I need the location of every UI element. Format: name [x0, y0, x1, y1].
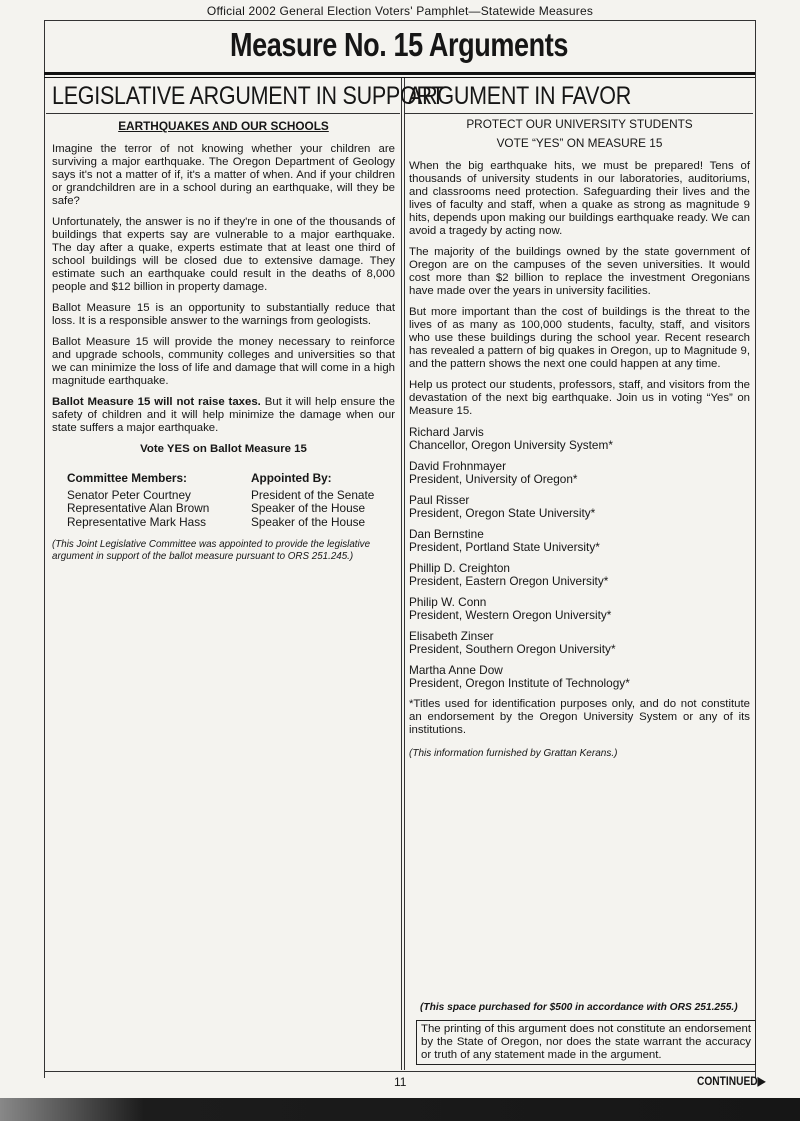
committee-header: Committee Members: — [67, 471, 187, 485]
titles-footnote: *Titles used for identification purposes only, and do not constitute an endorsement by the Oregon University System or any of its institutions. — [409, 698, 750, 736]
appointer: Speaker of the House — [251, 501, 366, 515]
signer-name: Dan Bernstine — [409, 527, 484, 541]
left-column — [52, 120, 395, 562]
signer-name: Philip W. Conn — [409, 595, 487, 609]
legislative-note: (This Joint Legislative Committee was appointed to provide the legislative argument in support of the ballot measure pursuant to ORS 251.245.) — [52, 539, 371, 562]
title-rule-thin — [44, 77, 755, 78]
column-divider-inner — [404, 78, 405, 1070]
vote-yes-line: Vote YES on Ballot Measure 15 — [140, 443, 307, 455]
signer-title: President, Western Oregon University* — [409, 608, 612, 622]
page-number: 11 — [394, 1075, 407, 1089]
signer — [409, 664, 750, 690]
signer-name: Elisabeth Zinser — [409, 629, 494, 643]
bold-lead-rest: But it will help ensure the safety of children and it will help minimize the damage when our state suffers a major earthquake. — [52, 396, 395, 434]
signer — [409, 562, 750, 588]
signer-name: Phillip D. Creighton — [409, 561, 510, 575]
left-paragraph: Ballot Measure 15 will provide the money necessary to reinforce and upgrade schools, community colleges and universities so that we can minimize the loss of life and damage that will come in a high magnitude earthquake. — [52, 336, 395, 387]
signer-title: Chancellor, Oregon University System* — [409, 438, 613, 452]
furnished-note: (This information furnished by Grattan Kerans.) — [409, 748, 618, 759]
right-paragraph: The majority of the buildings owned by the state government of Oregon are on the campuses of the seven universities. It would cost more than $2 billion to replace the investment Oregonians have made over the years in university facilities. — [409, 246, 750, 297]
left-paragraph: Ballot Measure 15 is an opportunity to substantially reduce that loss. It is a responsible answer to the warnings from geologists. — [52, 302, 395, 327]
left-paragraph-bold-lead — [52, 396, 395, 435]
left-paragraph: Imagine the terror of not knowing whether your children are surviving a major earthquake. The Oregon Department of Geology says it's not a matter of if, it's a matter of when. And if your children or grandchildren are in a school during an earthquake, will they be safe? — [52, 143, 395, 207]
right-column — [409, 118, 750, 760]
signer-title: President, Oregon State University* — [409, 506, 596, 520]
appointer: President of the Senate — [251, 487, 375, 502]
signer — [409, 426, 750, 452]
signer-title: President, University of Oregon* — [409, 472, 578, 486]
committee-table — [67, 472, 395, 529]
signer — [409, 596, 750, 622]
right-subheading-2: VOTE “YES” ON MEASURE 15 — [496, 136, 663, 150]
committee-member: Representative Mark Hass — [67, 514, 206, 529]
committee-members-column — [67, 472, 251, 529]
footer-rule — [44, 1071, 755, 1072]
signer-name: Richard Jarvis — [409, 425, 484, 439]
appointed-by-column — [251, 472, 374, 529]
signer — [409, 630, 750, 656]
signer-title: President, Portland State University* — [409, 540, 600, 554]
signer-name: David Frohnmayer — [409, 459, 507, 473]
signer-name: Paul Risser — [409, 493, 470, 507]
title-rule-thick — [44, 72, 755, 75]
arrow-right-icon: ▶ — [757, 1074, 766, 1088]
right-paragraph: Help us protect our students, professors, staff, and visitors from the devastation of the next big earthquake. Join us in voting “Yes” on Measure 15. — [409, 379, 750, 417]
appointed-header: Appointed By: — [251, 471, 332, 485]
page-title: Measure No. 15 Arguments — [229, 26, 569, 63]
appointer: Speaker of the House — [251, 514, 366, 529]
signer — [409, 494, 750, 520]
running-head: Official 2002 General Election Voters' Pamphlet—Statewide Measures — [206, 4, 594, 18]
left-column-heading: LEGISLATIVE ARGUMENT IN SUPPORT — [52, 82, 445, 110]
continued-label: CONTINUED — [697, 1074, 758, 1088]
left-subheading: EARTHQUAKES AND OUR SCHOOLS — [118, 119, 329, 133]
space-purchased-note: (This space purchased for $500 in accordance with ORS 251.255.) — [420, 1002, 738, 1013]
signer-name: Martha Anne Dow — [409, 663, 503, 677]
right-column-heading: ARGUMENT IN FAVOR — [408, 82, 631, 110]
right-paragraph: But more important than the cost of buildings is the threat to the lives of as many as 100,000 students, faculty, staff, and visitors who use these buildings during the school year. Recent research has revealed a pattern of big quakes in Oregon, up to Magnitude 9, and the pattern shows the next one could happen at any time. — [409, 306, 750, 370]
left-heading-rule — [46, 113, 400, 114]
bold-lead: Ballot Measure 15 will not raise taxes. — [52, 396, 261, 408]
scan-shadow — [0, 1098, 800, 1121]
signer — [409, 460, 750, 486]
disclaimer-box: The printing of this argument does not constitute an endorsement by the State of Oregon, nor does the state warrant the accuracy or truth of any statement made in the argument. — [416, 1020, 756, 1065]
left-paragraph: Unfortunately, the answer is no if they're in one of the thousands of buildings that experts say are vulnerable to a major earthquake. The day after a quake, experts estimate that at least one third of school buildings will be closed due to extensive damage. They estimate such an earthquake could result in the deaths of 8,000 people and $12 billion in property damage. — [52, 216, 395, 293]
signer — [409, 528, 750, 554]
right-paragraph: When the big earthquake hits, we must be prepared! Tens of thousands of university students in our laboratories, auditoriums, and classrooms need protection. Safeguarding their lives and the lives of faculty and staff, when a quake as strong as magnitude 9 hits, depends upon making our buildings earthquake ready. We can avoid a tragedy by acting now. — [409, 160, 750, 237]
right-subheading-1: PROTECT OUR UNIVERSITY STUDENTS — [466, 117, 693, 131]
committee-member: Representative Alan Brown — [67, 501, 210, 515]
right-heading-rule — [405, 113, 753, 114]
signer-title: President, Eastern Oregon University* — [409, 574, 609, 588]
signer-title: President, Southern Oregon University* — [409, 642, 616, 656]
column-divider — [401, 78, 402, 1070]
committee-member: Senator Peter Courtney — [67, 487, 191, 502]
signer-title: President, Oregon Institute of Technology* — [409, 676, 630, 690]
continued-marker — [697, 1074, 765, 1088]
